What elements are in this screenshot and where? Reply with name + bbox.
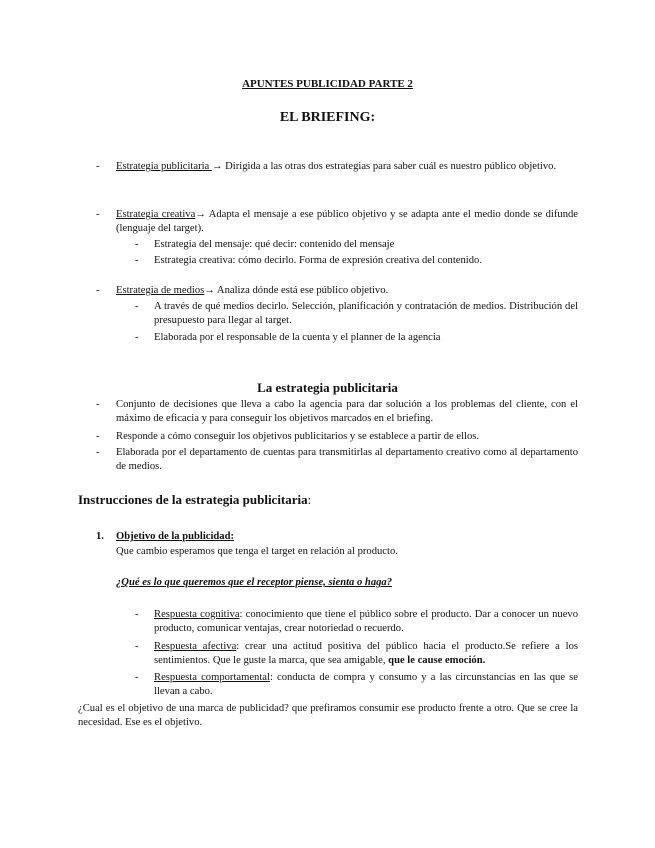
list-item [116,208,578,236]
response-term: Respuesta afectiva [154,641,237,652]
item-term: Estrategia publicitaria [116,161,212,172]
item-text: Dirigida a las otras dos estrategias para saber cuál es nuestro público objetivo. [222,161,557,172]
bullet: - [135,332,139,343]
response-item [154,640,578,668]
bullet: - [96,447,100,458]
objective-title: Objetivo de la publicidad: [116,531,235,542]
list-item [116,284,388,298]
response-text: : conducta de compra y consumo y a las circunstancias en las que se llevan a cabo. [154,672,578,697]
sub-item: Estrategia creativa: cómo decirlo. Forma de expresión creativa del contenido. [154,255,482,266]
arrow-icon: → [204,285,215,296]
heading-colon: : [307,492,312,507]
bullet: - [96,209,100,220]
bullet: - [135,609,139,620]
list-item: Elaborada por el departamento de cuentas para transmitirlas al departamento creativo como al departamento de medios. [116,447,578,472]
list-item: Responde a cómo conseguir los objetivos publicitarios y se establece a partir de ellos. [116,431,480,442]
objective-question: ¿Qué es lo que queremos que el receptor piense, sienta o haga? [116,577,393,588]
sub-item: Estrategia del mensaje: qué decir: contenido del mensaje [154,239,395,250]
response-item [154,608,578,636]
bullet: - [135,641,139,652]
item-term: Estrategia de medios [116,285,205,296]
bullet: - [96,431,100,442]
bullet: - [135,672,139,683]
section-heading [78,492,311,508]
objective-text: Que cambio esperamos que tenga el target en relación al producto. [116,546,398,557]
bullet: - [96,285,100,296]
arrow-icon: → [195,209,206,220]
response-term: Respuesta comportamental [154,672,270,683]
bullet: - [135,301,139,312]
briefing-heading: EL BRIEFING: [279,110,376,125]
response-text: : crear una actitud positiva del público hacia el producto.Se refiere a los sentimientos. Que le guste la marca, que sea amigable, [154,641,578,666]
document-title: APUNTES PUBLICIDAD PARTE 2 [242,78,413,90]
bullet: - [96,399,100,410]
response-emphasis: que le cause emoción. [388,655,486,666]
section-heading: La estrategia publicitaria [257,380,398,395]
response-item [154,671,578,699]
bullet: - [135,239,139,250]
bullet: - [135,255,139,266]
response-text: : conocimiento que tiene el público sobre el producto. Dar a conocer un nuevo producto, comunicar ventajas, crear notoriedad o recuerdo. [154,609,579,634]
bullet: - [96,161,100,172]
response-term: Respuesta cognitiva [154,609,240,620]
list-item [116,160,578,174]
list-item: Conjunto de decisiones que lleva a cabo la agencia para dar solución a los problemas del cliente, con el máximo de eficacia y para conseguir los objetivos marcados en el briefing. [116,399,578,424]
heading-text: Instrucciones de la estrategia publicitaria [78,492,308,507]
closing-paragraph: ¿Cual es el objetivo de una marca de publicidad? que prefiramos consumir ese producto frente a otro. Que se cree la necesidad. Ese es el objetivo. [78,703,578,728]
list-number: 1. [96,531,104,542]
item-text: Analiza dónde está ese público objetivo. [214,285,389,296]
sub-item: Elaborada por el responsable de la cuenta y el planner de la agencia [154,332,441,343]
sub-item: A través de qué medios decirlo. Selección, planificación y contratación de medios. Distribución del presupuesto para llegar al target. [154,301,578,326]
arrow-icon: → [211,161,223,172]
item-text: Adapta el mensaje a ese público objetivo y se adapta ante el medio donde se difunde (lenguaje del target). [116,209,578,234]
item-term: Estrategia creativa [116,209,196,220]
